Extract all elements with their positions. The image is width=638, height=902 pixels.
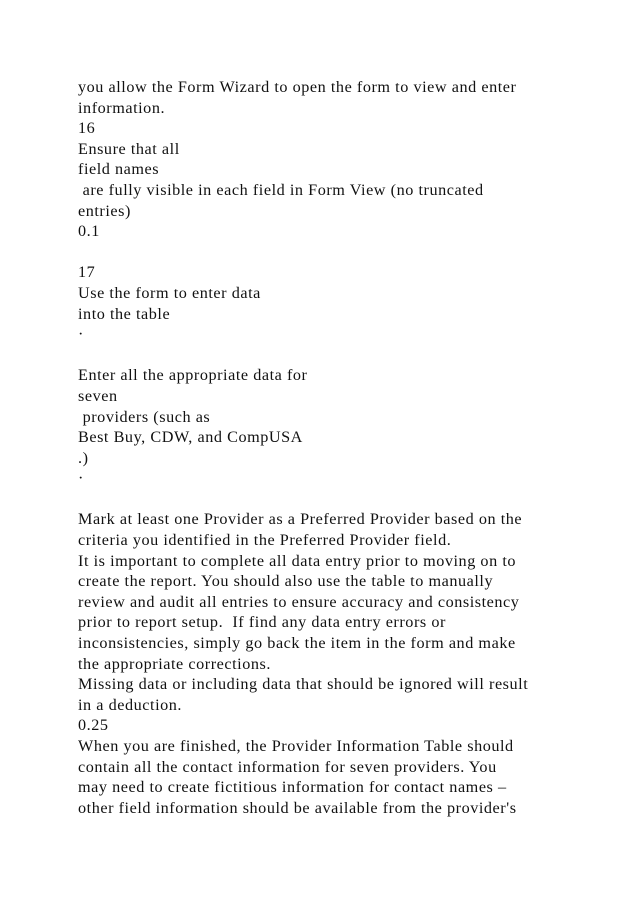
text-line: in a deduction. xyxy=(78,695,182,714)
text-line: entries) xyxy=(78,201,131,220)
text-line: you allow the Form Wizard to open the form to view and enter xyxy=(78,78,517,96)
text-line: When you are finished, the Provider Information Table should xyxy=(78,737,514,755)
text-line: .) xyxy=(78,448,89,467)
document-body xyxy=(78,77,608,818)
text-line: Best Buy, CDW, and CompUSA xyxy=(78,428,303,447)
text-line: Missing data or including data that should be ignored will result xyxy=(78,675,529,694)
points-value: 0.25 xyxy=(78,716,109,735)
blank-line xyxy=(78,242,608,263)
text-line: contain all the contact information for seven providers. You xyxy=(78,757,497,776)
text-line: are fully visible in each field in Form View (no truncated xyxy=(78,180,484,199)
text-line: may need to create fictitious information for contact names – xyxy=(78,778,507,797)
text-line: into the table xyxy=(78,304,171,323)
text-line: information. xyxy=(78,98,166,117)
text-line: inconsistencies, simply go back the item in the form and make xyxy=(78,634,516,653)
row-number: 17 xyxy=(78,263,96,282)
text-line: It is important to complete all data entry prior to moving on to xyxy=(78,551,517,570)
bullet-glyph: · xyxy=(78,469,84,488)
row-number: 16 xyxy=(78,119,96,138)
bullet-glyph: · xyxy=(78,325,84,344)
text-line: seven xyxy=(78,386,118,405)
text-line: Use the form to enter data xyxy=(78,283,261,302)
text-line: other field information should be available from the provider's xyxy=(78,798,517,817)
text-line: criteria you identified in the Preferred Provider field. xyxy=(78,531,452,550)
text-line: field names xyxy=(78,160,160,179)
text-line: the appropriate corrections. xyxy=(78,654,271,673)
text-line: Enter all the appropriate data for xyxy=(78,366,308,385)
text-line: create the report. You should also use the table to manually xyxy=(78,572,494,591)
blank-line xyxy=(78,345,608,366)
text-line: providers (such as xyxy=(78,407,211,426)
text-line: Mark at least one Provider as a Preferred Provider based on the xyxy=(78,510,523,529)
blank-line xyxy=(78,489,608,510)
text-line: review and audit all entries to ensure accuracy and consistency xyxy=(78,592,520,611)
text-line: prior to report setup. If find any data entry errors or xyxy=(78,613,446,632)
text-line: Ensure that all xyxy=(78,139,180,158)
points-value: 0.1 xyxy=(78,222,100,241)
